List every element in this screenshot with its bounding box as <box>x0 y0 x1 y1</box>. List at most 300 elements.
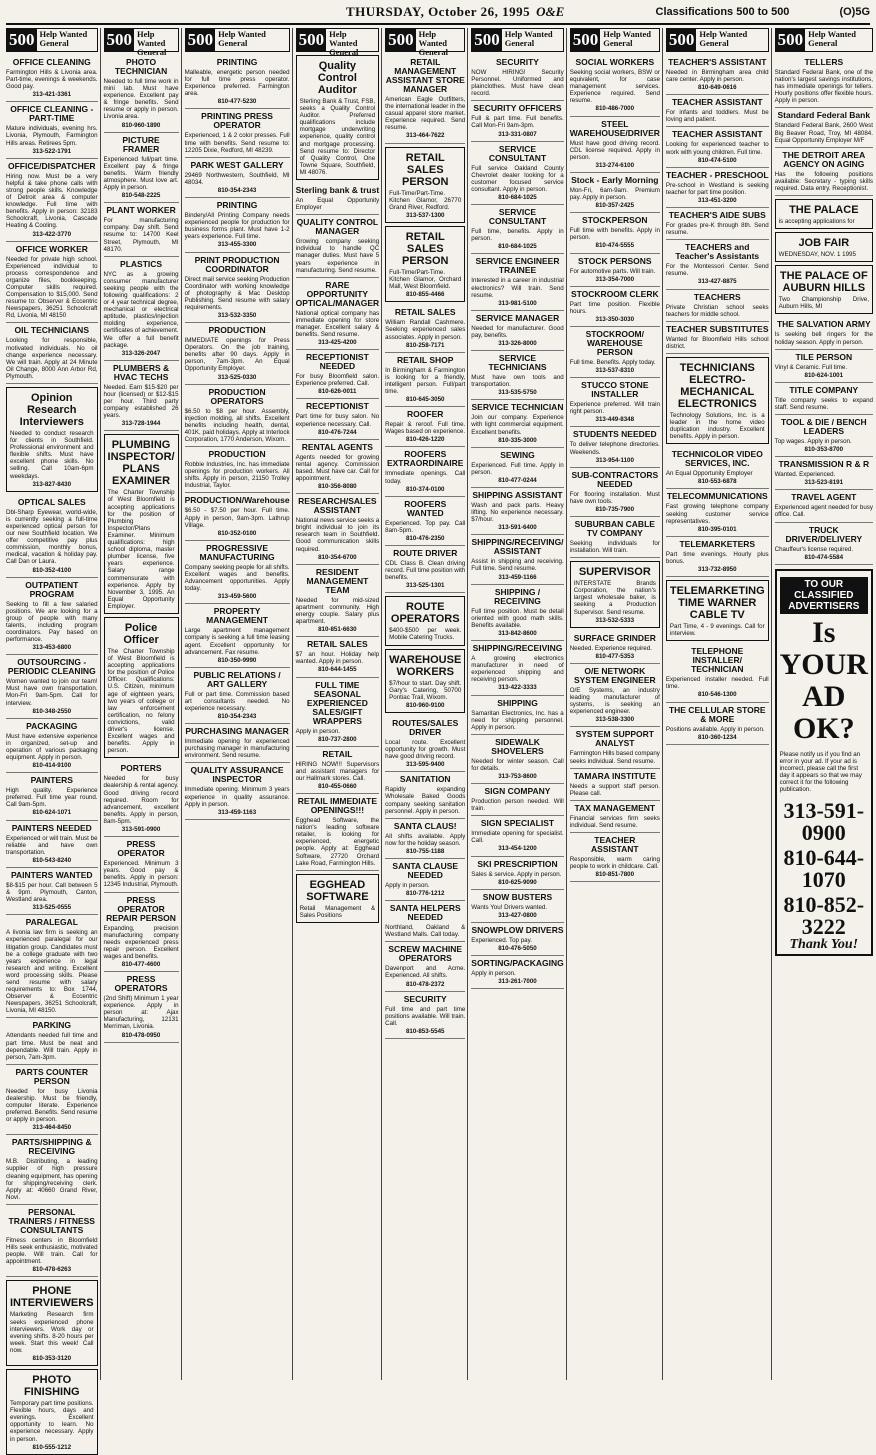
ad-title: TILE PERSON <box>795 351 853 362</box>
ad-phone: 313-522-1791 <box>32 147 72 155</box>
ad-phone: 313-595-9400 <box>405 761 445 769</box>
classified-ad <box>185 724 290 763</box>
ad-phone: 313-525-0330 <box>217 373 257 381</box>
ad-phone: 810-543-8240 <box>32 856 72 864</box>
ad-title: RETAIL SALES <box>394 307 456 318</box>
classified-ad <box>471 641 563 695</box>
classified-ad <box>385 819 465 859</box>
ad-title: RETAIL SHOP <box>397 354 454 365</box>
ad-title: RETAIL MANAGEMENT ASSISTANT STORE MANAGER <box>385 57 465 94</box>
classified-ad <box>6 719 98 773</box>
ad-body: Experienced full/part time. Excellent pay & fringe benefits. Warm friendly atmosphere. Must love art. Apply in person. <box>103 155 179 192</box>
ad-body: Positions available. Apply in person. <box>665 725 765 733</box>
ad-title: OIL TECHNICIANS <box>14 325 89 336</box>
ad-title: SERVICE ENGINEER TRAINEE <box>475 256 560 276</box>
ad-body: Hiring now. Must be a very helpful & take phone calls with strong people skills. Knowledge of Detroit area & computer knowledge. Full time with benefits. Apply in person: 32183 Schoolcraft, Livonia, Cascade Heating & Cooling. <box>6 172 98 230</box>
ad-title: SIGN COMPANY <box>484 786 551 797</box>
classified-ad <box>296 440 380 494</box>
classified-column <box>570 28 663 1380</box>
ad-title: SHIPPING / RECEIVING <box>494 586 541 606</box>
ad-title: TEACHER ASSISTANT <box>591 834 639 854</box>
ad-body: Production person needed. Will train. <box>471 798 564 813</box>
section-title-line: General <box>418 47 448 57</box>
ad-phone: 810-477-5230 <box>217 98 257 106</box>
ad-phone: 313-538-3300 <box>595 716 635 724</box>
ad-phone: 313-326-2047 <box>121 349 161 357</box>
classified-ad <box>6 387 98 492</box>
ad-body: An Equal Opportunity Employer <box>665 470 753 478</box>
ad-title: ROUTE OPERATORS <box>390 601 460 626</box>
ad-phone: 810-478-0950 <box>121 1031 161 1039</box>
classified-ad <box>6 495 98 578</box>
ad-body: Mature individuals, evening hrs. Livonia, Plymouth, Farmington Hills areas. Retirees 5pm. <box>6 125 98 147</box>
ad-body: A growing electronics manufacturer in need of experienced shipping and receiving person. <box>471 655 564 684</box>
classified-ad <box>471 784 563 816</box>
ad-phone: 313-591-6400 <box>498 524 537 532</box>
ad-phone: 810-960-1890 <box>121 121 161 129</box>
classified-ad <box>471 400 563 447</box>
classified-ad <box>6 323 98 384</box>
ad-body: Responsible, warm caring people to work in childcare. Call. <box>569 855 660 871</box>
ad-title: PRESS OPERATORS <box>114 974 168 994</box>
ad-body: Davenport and Acme. Experienced. All shifts. <box>385 965 466 980</box>
ad-body: Samaritan Electronics, Inc. has a need for shipping personnel. Apply in person. <box>471 709 564 731</box>
classified-ad <box>185 158 290 198</box>
ad-body: 29469 Northwestern, Southfield, MI 48034. <box>184 171 290 186</box>
help-wanted-header <box>666 28 769 52</box>
ad-title: QUALITY ASSURANCE INSPECTOR <box>190 765 284 785</box>
ad-title: PRESS OPERATOR REPAIR PERSON <box>106 894 176 923</box>
ad-title: JOB FAIR <box>798 237 850 250</box>
notice-phone: 313-591-0900 <box>783 797 865 845</box>
ad-phone: 810-855-4466 <box>405 291 445 299</box>
ad-body: Dbl-Sharp Eyewear, world-wide, is currently seeking a full-time experienced optical person for our new Southfield location. We offer competitive pay plus commission, monthly bonus, medical, vacation & holiday pay. Call Dan or Laura. <box>6 508 98 566</box>
classified-ad <box>471 735 563 784</box>
ad-phone: 313-422-3770 <box>32 230 72 238</box>
ad-title: TEACHER ASSISTANT <box>671 129 763 140</box>
section-title-line: General <box>603 38 633 48</box>
classified-ad <box>6 773 98 820</box>
ad-body: For manufacturing company. Day shift. Send resume to: 14700 Keel Street, Plymouth, MI 48170. <box>103 217 179 253</box>
classified-ad <box>471 535 563 584</box>
ad-phone: 313-464-7622 <box>405 132 445 140</box>
classified-ad <box>570 117 660 173</box>
ad-body: Repair & reroof. Full time. Wages based on experience. <box>385 421 466 436</box>
ad-phone: 313-525-0555 <box>32 904 72 912</box>
ad-title: TAX MANAGEMENT <box>574 802 656 813</box>
ad-title: QUALITY CONTROL MANAGER <box>296 217 379 237</box>
ad-body: Bindery/All Printing Company needs experienced people for production for business forms plant. Must have 1-2 years experience. Full time. <box>184 212 290 241</box>
ad-body: M.B. Distributing, a leading supplier of high pressure cleaning equipment, has opening for shipping/receiving clerk. Apply at: 40660 Grand River, Novi. <box>6 1158 98 1201</box>
ad-title: SEWING <box>500 449 535 460</box>
classified-ad <box>104 972 179 1043</box>
ad-phone: 313-354-7000 <box>595 275 635 283</box>
ad-phone: 810-354-6700 <box>318 553 357 561</box>
ad-title: SERVICE TECHNICIANS <box>488 353 547 373</box>
ad-body: Needed. Earn $15-$20 per hour (licensed) or $12-$15 per hour. Third party company established 26 years. <box>103 383 179 420</box>
ad-body: Experienced. Full time. Apply in person. <box>471 461 564 476</box>
ad-title: PLUMBING INSPECTOR/ PLANS EXAMINER <box>107 439 175 488</box>
ad-title: SNOWPLOW DRIVERS <box>471 924 564 935</box>
ad-title: SORTING/PACKAGING <box>471 958 564 969</box>
classified-ad <box>666 537 769 577</box>
ad-phone: 313-427-0800 <box>498 911 537 919</box>
ad-title: STEEL WAREHOUSE/DRIVER <box>569 118 660 138</box>
ad-body: NYC as a growing consumer manufacturer seeking people with the following qualifications: 2 or 4 year technical degree, mechanical or electrical aptitude, plastics/injection molding experience, certificates of achievement. We offer a full benefit package. <box>103 270 179 349</box>
ad-body: $8-$15 per hour. Call between 5 & 9pm. Plymouth, Canton, Westland area. <box>6 881 98 904</box>
ad-phone: 810-352-4100 <box>32 566 72 574</box>
ad-phone: 810-555-1212 <box>32 1443 72 1451</box>
classified-ad <box>104 133 179 204</box>
ad-title: PRINT PRODUCTION COORDINATOR <box>194 254 280 274</box>
ad-body: Full time, benefits. Apply in person. <box>471 228 564 243</box>
ad-body: Part time position. Flexible hours. <box>569 300 660 315</box>
classified-ad <box>666 240 769 289</box>
ad-phone: 810-624-1071 <box>32 809 72 817</box>
ad-phone: 313-523-8191 <box>804 479 844 487</box>
ad-phone: 810-737-2800 <box>318 735 357 743</box>
classified-ad <box>6 55 98 102</box>
section-number: 500 <box>474 30 500 50</box>
classified-column <box>104 28 182 1380</box>
ad-title: TRAVEL AGENT <box>791 492 857 503</box>
classified-ad <box>471 205 563 254</box>
ad-phone: 313-459-1163 <box>217 808 257 816</box>
classified-ad <box>104 761 179 837</box>
ad-title: PROPERTY MANAGEMENT <box>206 606 268 626</box>
ad-body: Full time and part time positions available. Will train. Call. <box>385 1005 466 1027</box>
ad-phone: 810-356-8080 <box>318 483 357 491</box>
ad-phone: 810-851-7800 <box>595 871 635 879</box>
ad-phone: 810-478-2372 <box>405 980 445 988</box>
classified-ad <box>296 494 380 565</box>
ad-body: For grades pre-K through 8th. Send resume. <box>665 222 769 237</box>
ad-body: American Eagle Outfitters, the international leader in the casual apparel store market. Experience required. Send resume. <box>385 96 466 132</box>
ad-phone: 313-451-3200 <box>698 196 737 204</box>
ad-body: Standard Federal Bank, one of the nation's largest savings institutions, has immediate openings for tellers. Hourly positions offer flexible hours. Apply in person. <box>774 69 873 105</box>
ad-phone: 313-981-5100 <box>498 299 537 307</box>
classified-ad <box>666 580 769 641</box>
ad-title: PRODUCTION OPERATORS <box>208 386 266 406</box>
section-number: 500 <box>777 30 804 50</box>
ad-body: Part time for busy salon. No experience necessary. Call. <box>295 413 380 428</box>
ad-title: OFFICE CLEANING <box>12 57 91 67</box>
help-wanted-header <box>385 28 465 57</box>
ad-title: PRINTING <box>216 57 258 67</box>
ad-body: Experienced, 1 & 2 color presses. Full time with benefits. Send resume to: 12205 Dixie, Redford, MI 48239. <box>184 132 290 154</box>
classified-ad <box>775 350 873 383</box>
ad-body: CDL Class B. Clean driving record. Full time position with benefits. <box>385 560 466 582</box>
classified-ad <box>570 468 660 517</box>
ad-title: SIGN SPECIALIST <box>480 818 555 829</box>
classified-ad <box>385 901 465 942</box>
ad-title: PHOTO FINISHING <box>23 1374 80 1399</box>
ad-phone: 313-331-0807 <box>498 130 537 138</box>
ad-body: Part Time, 4 - 9 evenings. Call for interview. <box>669 623 765 638</box>
ad-phone: 313-732-8950 <box>698 566 737 573</box>
classified-ad <box>471 816 563 856</box>
ad-title: RETAIL IMMEDIATE OPENINGS!!! <box>297 796 378 816</box>
section-number: 500 <box>572 30 599 50</box>
ad-body: Two Championship Drive, Auburn Hills, MI <box>778 296 869 311</box>
classified-ad <box>6 578 98 656</box>
classified-ad <box>471 448 563 488</box>
ad-title: Sterling bank & trust <box>295 185 380 196</box>
ad-body: Must have own tools and transportation. <box>471 374 564 389</box>
classified-ad <box>296 874 380 923</box>
classified-ad <box>385 147 465 223</box>
notice-phone: 810-852-3222 <box>783 891 865 939</box>
classified-ad <box>6 1065 98 1136</box>
ad-title: TRANSMISSION R & R <box>778 459 870 470</box>
classified-ad <box>296 215 380 277</box>
ad-body: Direct mail service seeking Production Coordinator with working knowledge of photography & Mac Desktop Publishing. Send resume with salary requirements. <box>184 275 290 311</box>
classified-ad <box>296 278 380 350</box>
section-title <box>37 29 91 51</box>
ad-title: SURFACE GRINDER <box>573 632 656 643</box>
ad-phone: 313-537-1300 <box>405 211 445 219</box>
ad-body: Experienced agent needed for busy office. Call. <box>774 504 873 519</box>
classified-ad <box>185 385 290 447</box>
ad-body: Retail Management & Sales Positions <box>299 904 376 919</box>
ad-title: THE DETROIT AREA AGENCY ON AGING <box>782 149 866 169</box>
classified-column <box>775 28 875 1380</box>
notice-title: TO OUR CLASSIFIED ADVERTISERS <box>780 577 868 614</box>
ad-title: EGGHEAD SOFTWARE <box>306 878 369 903</box>
ad-title: TELECOMMUNICATIONS <box>666 491 768 502</box>
ad-title: PARK WEST GALLERY <box>190 159 284 170</box>
ad-body: Expanding, precision manufacturing company needs experienced press repair person. Excellent wages and benefits. <box>103 924 179 960</box>
ad-title: O/E NETWORK SYSTEM ENGINEER <box>573 665 656 685</box>
ad-title: SHIPPING ASSISTANT <box>472 490 563 500</box>
classified-ad <box>185 447 290 493</box>
classified-ad <box>666 357 769 444</box>
ad-title: PLASTICS <box>120 258 163 269</box>
classified-ad <box>471 696 563 735</box>
classified-ad <box>775 383 873 415</box>
ad-title: SNOW BUSTERS <box>482 891 553 902</box>
section-title-line: General <box>504 38 535 48</box>
ad-body: Title company seeks to expand staff. Send resume. <box>774 396 873 411</box>
ad-title: RECEPTIONIST <box>305 401 369 412</box>
classified-ad <box>570 727 660 768</box>
ad-phone: 313-842-8600 <box>498 629 537 637</box>
classified-ad <box>185 763 290 819</box>
ad-phone: 313-532-5333 <box>595 616 635 624</box>
help-wanted-header <box>6 28 98 52</box>
classified-ad <box>6 821 98 868</box>
ad-title: STOCKROOM CLERK <box>570 288 659 299</box>
ad-body: Northland, Oakland & Westland Malls. Call today. <box>385 924 466 939</box>
ad-body: Private Christian school seeks teachers for middle school. <box>665 303 769 318</box>
classified-ad <box>666 127 769 167</box>
ad-title: PARTS COUNTER PERSON <box>15 1066 89 1086</box>
classified-ad <box>185 55 290 109</box>
ad-body: Growing company seeking individual to handle QC manager duties. Must have 5 years experience in manufacturing. Send resume. <box>295 238 380 274</box>
ad-body: Technology Solutions, Inc. is a leader in the home video duplication industry. Excellent benefits. Apply in person. <box>669 411 765 441</box>
ad-title: PHOTO TECHNICIAN <box>114 57 168 76</box>
classified-ad <box>666 644 769 702</box>
ad-phone: 810-476-7244 <box>318 428 357 436</box>
ad-phone: 810-853-5545 <box>405 1027 445 1035</box>
classified-ad <box>570 327 660 378</box>
ad-phone: 810-478-6263 <box>32 1266 72 1274</box>
ad-body: Immediate opening for specialist. Call. <box>471 830 564 845</box>
classified-ad <box>6 242 98 324</box>
ad-title: Opinion Research Interviewers <box>19 392 84 428</box>
page-header <box>6 2 870 22</box>
ad-title: OUTSOURCING - PERIODIC CLEANING <box>7 657 96 677</box>
ad-title: ROOFERS WANTED <box>404 498 447 518</box>
ad-body: Sterling Bank & Trust, FSB, seeks a Quality Control Auditor. Preferred qualifications include mortgage underwriting experience, quality control and mortgage processing. Send resume to: Director of Quality Control, One Towne Square, Southfield, MI 48076. <box>299 98 376 176</box>
ad-phone: 313-422-3333 <box>498 684 537 692</box>
ad-body: For infants and toddlers. Must be loving and patient. <box>665 109 769 124</box>
ad-title: SECURITY OFFICERS <box>473 103 562 114</box>
ad-body: Needed for winter season. Call for details. <box>471 757 564 772</box>
ad-title: ROOFER <box>407 409 444 420</box>
ad-phone: 810-353-3120 <box>32 1354 72 1362</box>
ad-body: Attendants needed full time and part time. Must be neat and dependable. Will train. Apply in person, 7am-3pm. <box>6 1032 98 1061</box>
classified-ad <box>775 148 873 196</box>
classified-ad <box>6 868 98 915</box>
ad-title: TEACHERS and Teacher's Assistants <box>675 242 760 262</box>
ad-body: Agents needed for growing rental agency. Commission based. Must have car. Call for appointment. <box>295 453 380 482</box>
ad-body: Needed for mid-sized apartment community. High energy couple. Salary plus apartment. <box>295 596 380 626</box>
classified-columns <box>6 28 873 1451</box>
classified-column <box>666 28 772 1380</box>
ad-phone: 810-735-7900 <box>595 505 635 513</box>
ad-body: For busy Bloomfield salon. Experience preferred. Call. <box>295 373 380 388</box>
ad-title: PICTURE FRAMER <box>122 134 160 154</box>
classified-ad <box>666 322 769 354</box>
classified-ad <box>471 585 563 641</box>
classified-ad <box>6 1369 98 1455</box>
classified-ad <box>666 168 769 208</box>
classified-ad <box>471 55 563 101</box>
classified-ad <box>570 517 660 558</box>
ad-title: PRODUCTION <box>208 325 266 336</box>
ad-phone: 313-261-7000 <box>498 978 537 986</box>
ad-body: Financial services firm seeks individual. Send resume. <box>569 814 660 829</box>
classified-ad <box>471 101 563 141</box>
ad-body: Full time with benefits. Apply in person. <box>569 227 660 242</box>
ad-title: PHONE INTERVIEWERS <box>10 1285 94 1310</box>
ad-phone: 810-335-3000 <box>498 436 537 444</box>
ad-body: Apply in person. <box>295 727 340 735</box>
classified-ad <box>185 109 290 157</box>
ad-title: WAREHOUSE WORKERS <box>389 653 462 678</box>
classified-ad <box>666 447 769 489</box>
ad-body: Experienced. Top pay. Call 8am-5pm. <box>385 519 466 534</box>
ad-title: SOCIAL WORKERS <box>575 57 655 67</box>
section-number: 500 <box>9 30 35 50</box>
ad-title: PAINTERS NEEDED <box>11 822 92 833</box>
ad-body: Must have good driving record. CDL license required. Apply in person. <box>569 139 660 161</box>
ad-phone: 313-350-3030 <box>595 315 635 323</box>
classified-ad <box>385 305 465 352</box>
ad-title: Quality Control Auditor <box>317 60 357 96</box>
classified-ad <box>570 287 660 327</box>
ad-body: Immediate openings. Call today. <box>385 470 466 485</box>
ad-title: PARKING <box>32 1020 72 1031</box>
ad-title: TEACHERS <box>693 291 741 302</box>
ad-phone: 810-455-0660 <box>318 782 357 790</box>
ad-title: PRODUCTION <box>208 449 266 460</box>
help-wanted-header <box>471 28 563 52</box>
ad-title: TEACHER SUBSTITUTES <box>666 323 769 334</box>
ad-body: Full time. Benefits. Apply today. <box>569 358 656 366</box>
ad-phone: 810-352-0100 <box>217 529 257 537</box>
ad-title: OFFICE WORKER <box>15 243 88 254</box>
header-brand: O&E <box>536 4 565 19</box>
ad-title: TEACHER'S AIDE SUBS <box>668 210 766 221</box>
ad-body: WEDNESDAY, NOV. 1 1995 <box>778 251 856 259</box>
header-rule <box>6 23 870 25</box>
ad-phone: 810-354-2343 <box>217 713 257 721</box>
section-title-line: Help Wanted <box>504 29 553 39</box>
header-code: (O)5G <box>839 6 870 18</box>
ad-phone: 313-532-3350 <box>217 311 257 319</box>
classified-ad <box>471 311 563 351</box>
ad-title: SIDEWALK SHOVELERS <box>491 736 544 756</box>
classified-ad <box>471 956 563 989</box>
ad-body: Needed for private high school. Experienced individual to process correspondence and organize files, bookkeeping. Computer skills required. Compensation to $15,000. Send resume to: Observer & Eccentric Newspapers, 36251 Schoolcraft Rd, Livonia, MI 48150 <box>6 255 98 320</box>
classified-ad <box>6 159 98 242</box>
section-title-line: Help Wanted <box>137 29 166 48</box>
section-title-line: Help Wanted <box>808 29 856 39</box>
classified-ad <box>570 833 660 882</box>
section-title-line: General <box>137 47 167 57</box>
ad-phone: 810-474-5555 <box>595 242 635 250</box>
advertisers-notice <box>775 569 873 956</box>
notice-phone: 810-644-1070 <box>783 844 865 892</box>
ad-body: IMMEDIATE openings for Press Operators. On the job training, benefits after 90 days. Apply in person, 7am-3pm. An Equal Opportunity Employer. <box>184 337 290 373</box>
section-title-line: General <box>329 47 359 57</box>
ad-body: Immediate opening for experienced purchasing manager in manufacturing environment. Send resume. <box>184 738 290 760</box>
ad-title: TEACHER ASSISTANT <box>671 97 763 108</box>
classified-ad <box>666 703 769 745</box>
ad-title: TRUCK DRIVER/DELIVERY <box>785 524 863 544</box>
ad-title: TITLE COMPANY <box>789 384 859 395</box>
classified-ad <box>666 290 769 322</box>
section-title-line: Help Wanted <box>603 29 651 39</box>
ad-title: OFFICE CLEANING - PART-TIME <box>10 104 94 124</box>
classified-ad <box>775 457 873 490</box>
section-title-line: General <box>39 38 69 48</box>
ad-title: PRESS OPERATOR <box>117 839 165 859</box>
section-title-line: Help Wanted <box>218 29 266 39</box>
section-title <box>600 29 654 51</box>
ad-body: Looking for experienced teacher to work with young children. Full time. <box>665 141 769 156</box>
section-title <box>134 29 178 57</box>
ad-title: FULL TIME SEASONAL EXPERIENCED SALES/GIFT WRAPPERS <box>306 679 368 726</box>
ad-phone: 313-454-1200 <box>498 845 537 853</box>
help-wanted-header <box>570 28 660 52</box>
ad-title: TELLERS <box>804 57 844 67</box>
section-title-line: Help Wanted <box>699 29 748 39</box>
ad-body: National optical company has immediate opening for store manager. Excellent salary & benefits. Send resume. <box>295 309 380 338</box>
ad-phone: 810-553-6878 <box>698 478 737 486</box>
ad-body: Fitness centers in Bloomfield Hills seek enthusiastic, motivated people. Will train. Call for appointment. <box>6 1236 98 1266</box>
ad-title: PRODUCTION/Warehouse <box>184 495 290 506</box>
ad-body: Needed for manufacturer. Good pay, benefits. <box>471 324 564 339</box>
ad-title: PLANT WORKER <box>106 205 176 216</box>
ad-body: Seeking to fill a few salaried positions. We are looking for a group of people with many talents, including program coordinators. Pay based on performance. <box>6 600 98 644</box>
ad-body: NOW HIRING! Security Personnel. Uniformed and plainclothes. Must have clean record. <box>471 69 564 98</box>
classified-ad <box>570 173 660 213</box>
classified-ad <box>471 254 563 310</box>
ad-title: SUPERVISOR <box>578 566 651 579</box>
